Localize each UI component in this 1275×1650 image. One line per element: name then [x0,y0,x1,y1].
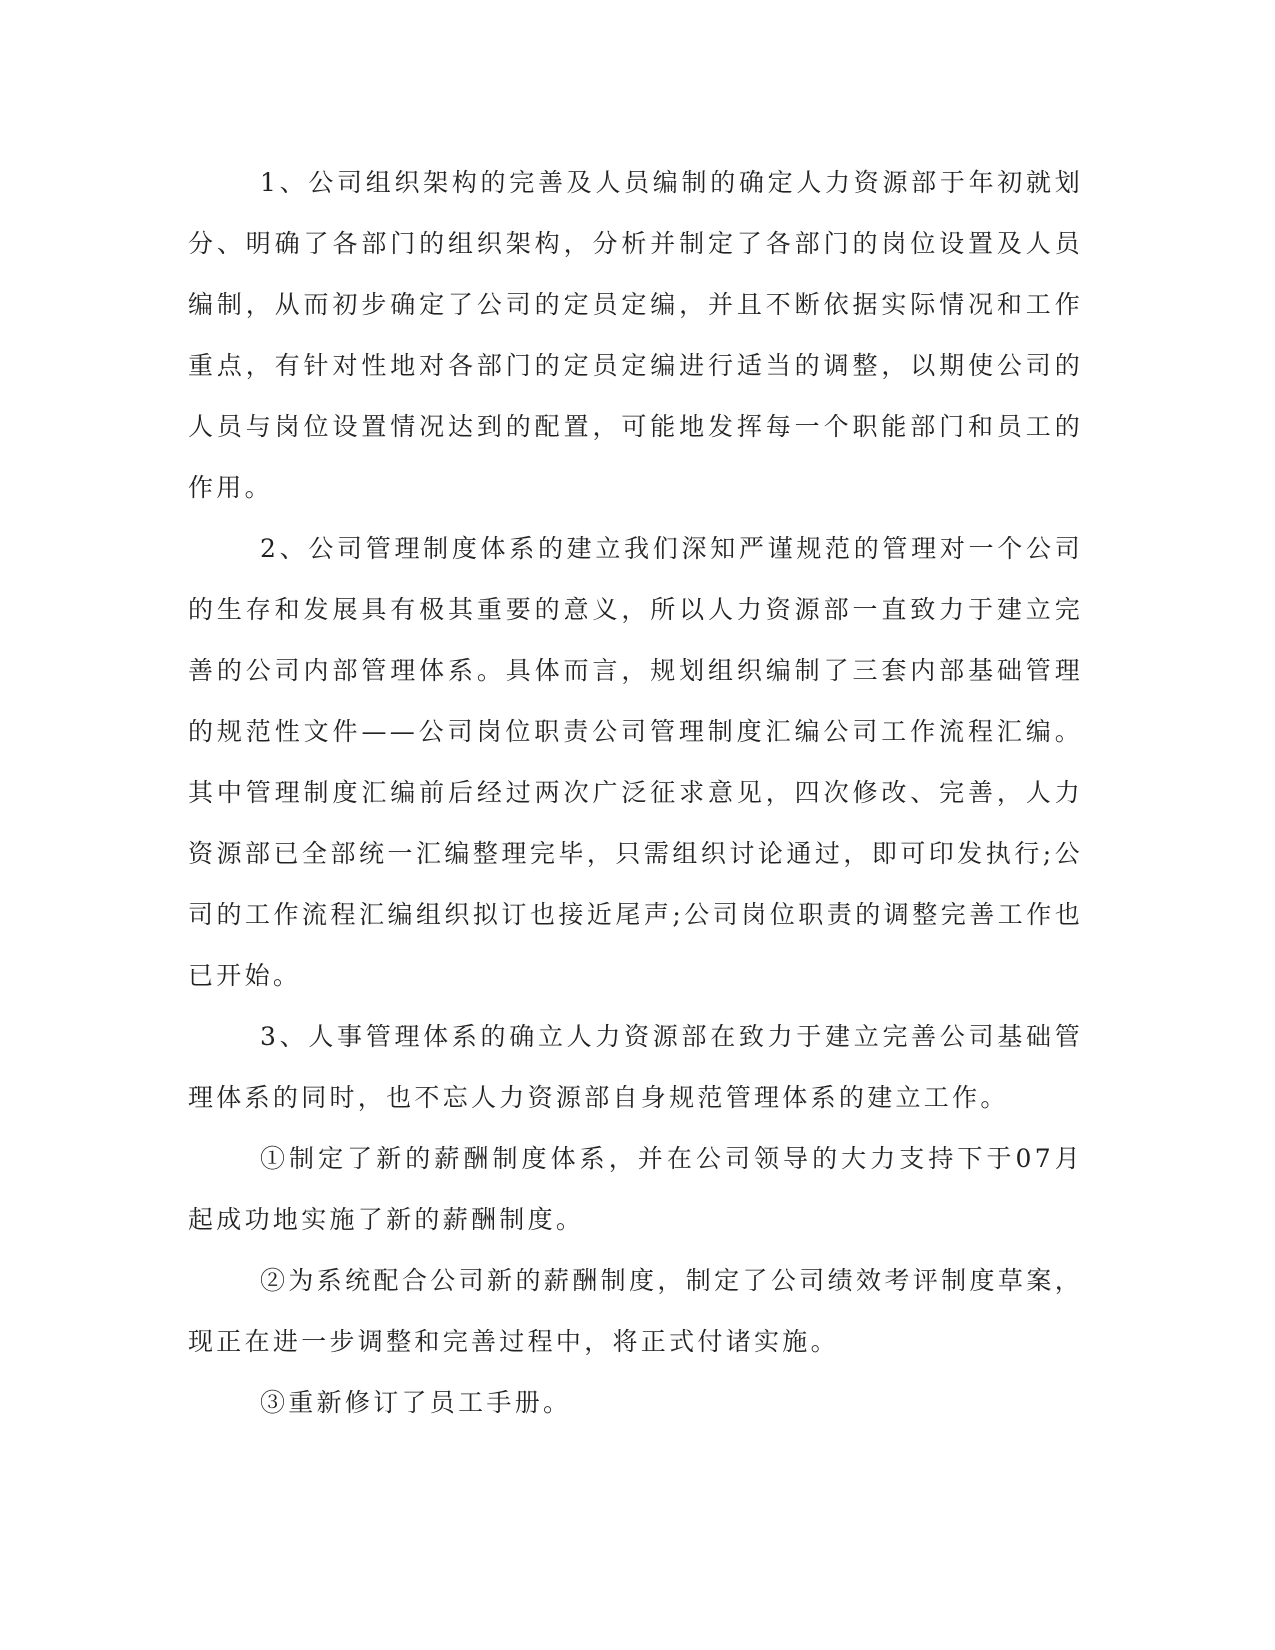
paragraph-personnel-system: 3、人事管理体系的确立人力资源部在致力于建立完善公司基础管理体系的同时，也不忘人力资源部自身规范管理体系的建立工作。 [188,1022,1083,1112]
paragraph-org-structure: 1、公司组织架构的完善及人员编制的确定人力资源部于年初就划分、明确了各部门的组织架构，分析并制定了各部门的岗位设置及人员编制，从而初步确定了公司的定员定编，并且不断依据实际情况和工作重点，有针对性地对各部门的定员定编进行适当的调整，以期使公司的人员与岗位设置情况达到的配置，可能地发挥每一个职能部门和员工的作用。 [188,168,1083,502]
document-body [188,152,1083,1433]
list-item-salary-system: ①制定了新的薪酬制度体系，并在公司领导的大力支持下于07月起成功地实施了新的薪酬制度。 [188,1144,1083,1234]
list-item-employee-handbook: ③重新修订了员工手册。 [260,1388,572,1417]
list-item-performance-review: ②为系统配合公司新的薪酬制度，制定了公司绩效考评制度草案，现正在进一步调整和完善过程中，将正式付诸实施。 [188,1266,1083,1356]
paragraph-management-system: 2、公司管理制度体系的建立我们深知严谨规范的管理对一个公司的生存和发展具有极其重要的意义，所以人力资源部一直致力于建立完善的公司内部管理体系。具体而言，规划组织编制了三套内部基础管理的规范性文件——公司岗位职责公司管理制度汇编公司工作流程汇编。其中管理制度汇编前后经过两次广泛征求意见，四次修改、完善，人力资源部已全部统一汇编整理完毕，只需组织讨论通过，即可印发执行;公司的工作流程汇编组织拟订也接近尾声;公司岗位职责的调整完善工作也已开始。 [188,534,1083,990]
